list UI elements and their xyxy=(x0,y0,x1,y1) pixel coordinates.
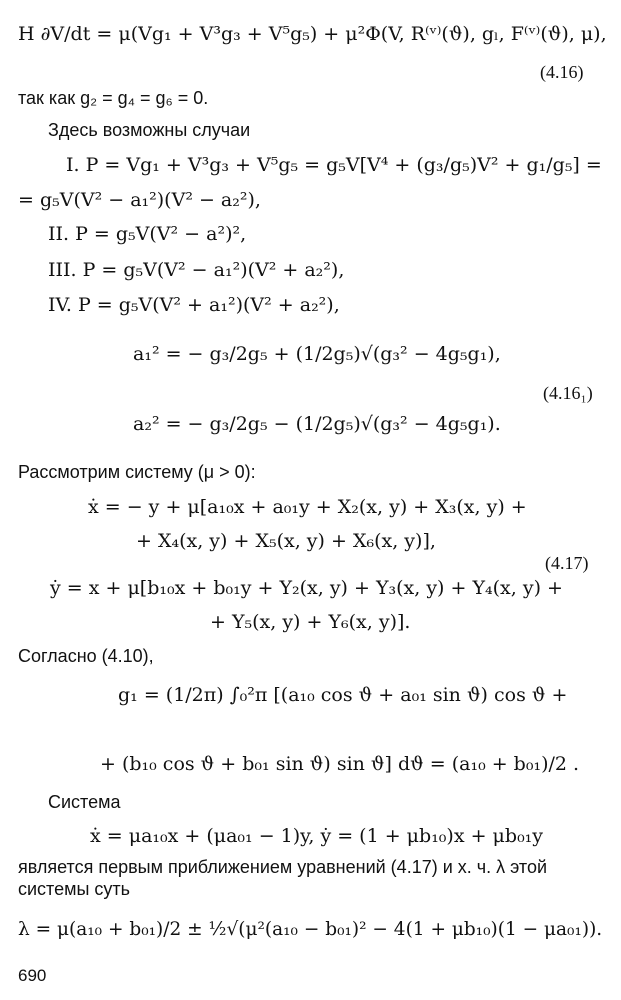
system-4-17-y-line-1: ẏ = x + μ[b₁₀x + b₀₁y + Y₂(x, y) + Y₃(x, y) + Y₄(x, y) + xyxy=(50,577,563,599)
case-4: IV. P = g₅V(V² + a₁²)(V² + a₂²), xyxy=(48,294,340,316)
system-4-17-x-line-2: + X₄(x, y) + X₅(x, y) + X₆(x, y)], xyxy=(136,530,436,552)
text-cases-intro: Здесь возможны случаи xyxy=(48,120,251,140)
equation-4-16-line-1: H ∂V/dt = μ(Vg₁ + V³g₃ + V⁵g₅) + μ²Φ(V, R⁽ᵛ⁾(ϑ), gₗ, F⁽ᵛ⁾(ϑ), μ), xyxy=(18,23,607,45)
text-first-approximation-1: является первым приближением уравнений (4.17) и х. ч. λ этой xyxy=(18,857,548,877)
text-first-approximation-2: системы суть xyxy=(18,879,131,899)
text-line-g-zero: так как g₂ = g₄ = g₆ = 0. xyxy=(18,88,209,108)
lambda-formula: λ = μ(a₁₀ + b₀₁)/2 ± ½√(μ²(a₁₀ − b₀₁)² − 4(1 + μb₁₀)(1 − μa₀₁)). xyxy=(18,919,603,940)
linear-system: ẋ = μa₁₀x + (μa₀₁ − 1)y, ẏ = (1 + μb₁₀)x + μb₀₁y xyxy=(90,825,544,847)
system-4-17-x-line-1: ẋ = − y + μ[a₁₀x + a₀₁y + X₂(x, y) + X₃(x, y) + xyxy=(88,496,527,518)
a2-squared-formula: a₂² = − g₃/2g₅ − (1/2g₅)√(g₃² − 4g₅g₁). xyxy=(133,413,501,435)
g1-integral-line-2: + (b₁₀ cos ϑ + b₀₁ sin ϑ) sin ϑ] dϑ = (a₁₀ + b₀₁)/2 . xyxy=(100,753,580,775)
text-system: Система xyxy=(48,792,121,812)
case-2: II. P = g₅V(V² − a²)², xyxy=(48,223,247,245)
equation-number-4-17: (4.17) xyxy=(545,553,589,573)
system-4-17-y-line-2: + Y₅(x, y) + Y₆(x, y)]. xyxy=(210,611,411,633)
g1-integral-line-1: g₁ = (1/2π) ∫₀²π [(a₁₀ cos ϑ + a₀₁ sin ϑ) cos ϑ + xyxy=(118,684,568,706)
equation-number-4-16-1: (4.16₁) xyxy=(543,383,593,403)
page-number: 690 xyxy=(18,966,47,985)
text-consider-system: Рассмотрим систему (μ > 0): xyxy=(18,462,256,482)
text-according-to-4-10: Согласно (4.10), xyxy=(18,646,154,666)
case-1-line-1: I. P = Vg₁ + V³g₃ + V⁵g₅ = g₅V[V⁴ + (g₃/g₅)V² + g₁/g₅] = xyxy=(66,154,602,176)
equation-number-4-16: (4.16) xyxy=(540,62,584,82)
case-1-line-2: = g₅V(V² − a₁²)(V² − a₂²), xyxy=(18,189,261,211)
a1-squared-formula: a₁² = − g₃/2g₅ + (1/2g₅)√(g₃² − 4g₅g₁), xyxy=(133,343,501,365)
case-3: III. P = g₅V(V² − a₁²)(V² + a₂²), xyxy=(48,259,345,281)
